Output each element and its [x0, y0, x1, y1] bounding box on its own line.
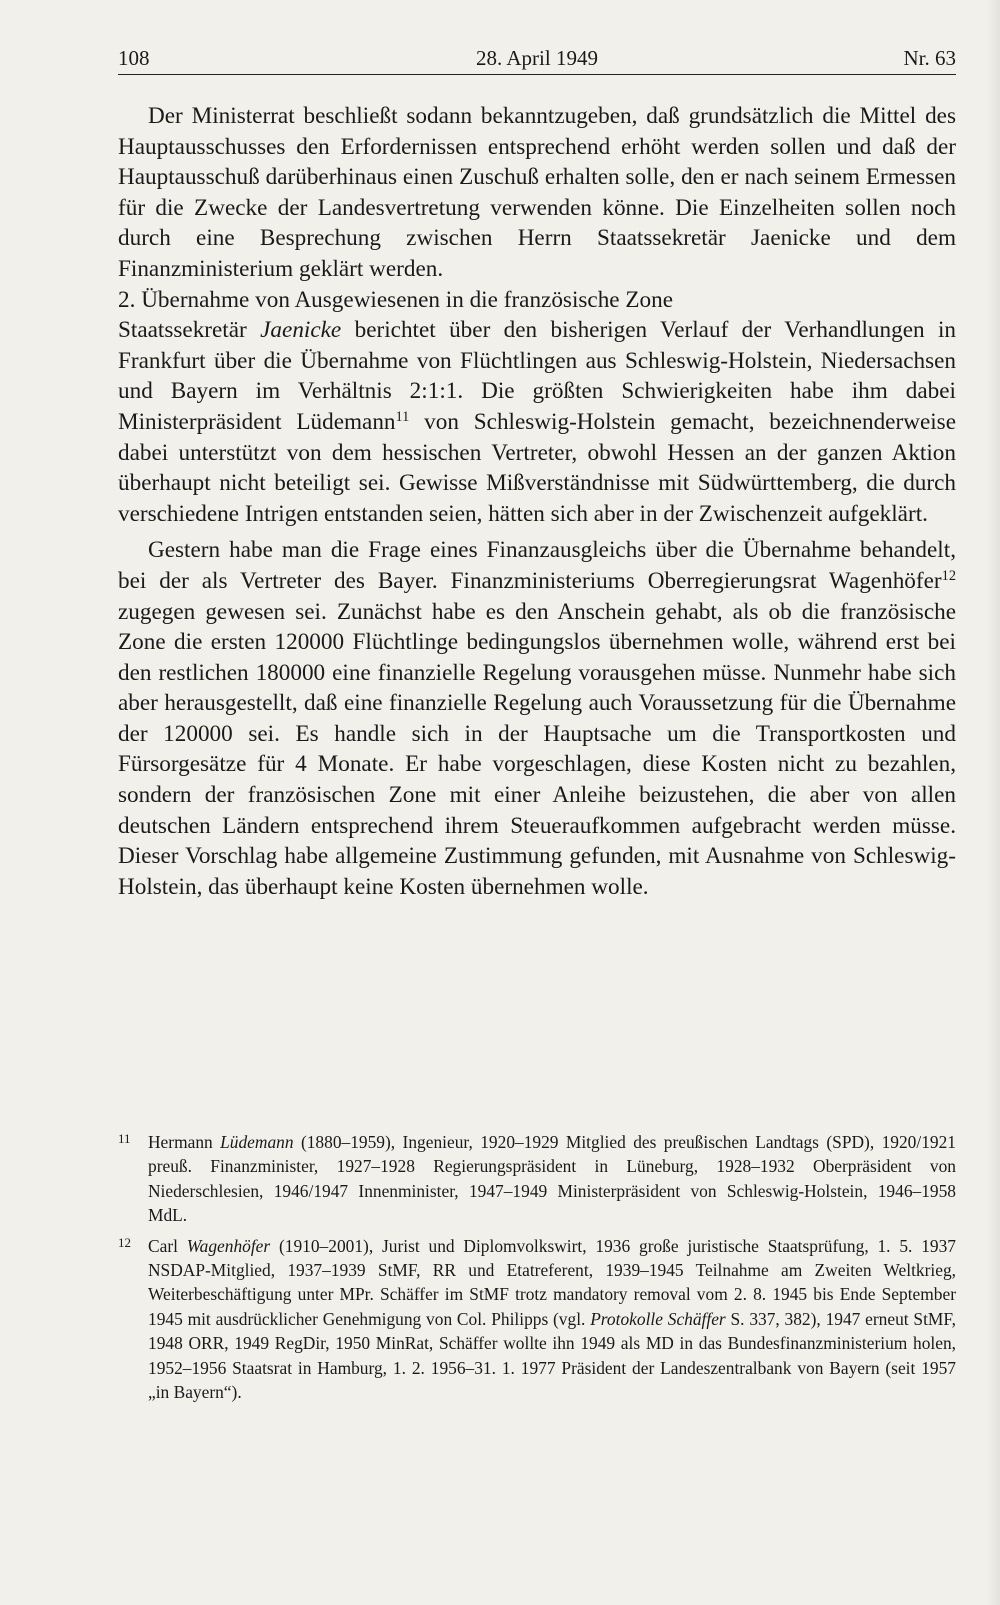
footnote-12-text-b: S. 337, 382), 1947 erneut StMF, 1948 ORR, 1949 RegDir, 1950 MinRat, Schäffer wollte ihn 1949 als MD in das Bundesfinanzministerium holen, 1952–1956 Staatsrat in Hamburg, 1. 2. 1956–31. 1. 1977 Präsident der Landeszentralbank von Bayern (seit 1957 „in Bayern“).	[148, 1308, 956, 1403]
footnote-11-name: Lüdemann	[220, 1132, 294, 1152]
footnote-11-text: (1880–1959), Ingenieur, 1920–1929 Mitglied des preußischen Landtags (SPD), 1920/1921 preuß. Finanzminister, 1927–1928 Regierungspräsident in Lüneburg, 1928–1932 Oberpräsident von Niederschlesien, 1946/1947 Innenminister, 1947–1949 Ministerpräsident von Schleswig-Holstein, 1946–1958 MdL.	[148, 1132, 956, 1226]
section-heading-2: 2. Übernahme von Ausgewiesenen in die französische Zone	[118, 286, 674, 313]
paragraph-3-text-a: Gestern habe man die Frage eines Finanzausgleichs über die Übernahme behandelt, bei der als Vertreter des Bayer. Finanzministeriums Oberregierungsrat Wagenhöfer	[118, 537, 956, 594]
footnotes	[118, 1130, 956, 1410]
footnote-ref-11: 11	[395, 409, 410, 426]
document-number: Nr. 63	[903, 46, 956, 70]
paragraph-1	[118, 101, 956, 285]
footnote-11-pre: Hermann	[148, 1132, 221, 1152]
footnote-12-text-a: (1910–2001), Jurist und Diplomvolkswirt, 1936 große juristische Staatsprüfung, 1. 5. 1937 NSDAP-Mitglied, 1937–1939 StMF, RR und Etatreferent, 1939–1945 Teilnahme am Zweiten Weltkrieg, Weiterbeschäftigung unter MPr. Schäffer im StMF trotz mandatory removal vom 2. 8. 1945 bis Ende September 1945 mit ausdrücklicher Genehmigung von Col. Philipps (vgl.	[148, 1235, 956, 1329]
page-number: 108	[118, 46, 150, 70]
header-date: 28. April 1949	[476, 46, 598, 70]
paragraph-1-text: Der Ministerrat beschließt sodann bekanntzugeben, daß grundsätzlich die Mittel des Hauptausschusses den Erfordernissen entsprechend erhöht werden sollen und daß der Hauptausschuß darüberhinaus einen Zuschuß erhalten solle, den er nach seinem Ermessen für die Zwecke der Landesvertretung verwenden könne. Die Einzelheiten sollen noch durch eine Besprechung zwischen Herrn Staatssekretär Jaenicke und dem Finanzministerium geklärt werden.	[118, 103, 956, 282]
paragraph-2-pre: Staatssekretär	[118, 317, 261, 344]
footnote-number: 12	[118, 1234, 131, 1250]
footnote-ref-12: 12	[941, 568, 956, 584]
paragraph-2-text-b: von Schleswig-Holstein gemacht, bezeichnenderweise dabei unterstützt von dem hessischen Vertreter, obwohl Hessen an der ganzen Aktion überhaupt nicht beteiligt sei. Gewisse Mißverständnisse mit Südwürttemberg, die durch verschiedene Intrigen entstanden seien, hätten sich aber in der Zwischenzeit aufgeklärt.	[118, 408, 956, 527]
footnote-number: 11	[118, 1131, 131, 1146]
paragraph-3-text-b: zugegen gewesen sei. Zunächst habe es den Anschein gehabt, als ob die französische Zone die ersten 120000 Flüchtlinge bedingungslos übernehmen wolle, während erst bei den restlichen 180000 eine finanzielle Regelung vorausgehen müsse. Nunmehr habe sich aber herausgestellt, daß eine finanzielle Regelung auch Voraussetzung für die Übernahme der 120000 sei. Es handle sich in der Hauptsache um die Transportkosten und Fürsorgesätze für 4 Monate. Er habe vorgeschlagen, diese Kosten nicht zu bezahlen, sondern der französischen Zone mit einer Anleihe beizustehen, die aber von allen deutschen Ländern entsprechend ihrem Steueraufkommen aufgebracht werden müsse. Dieser Vorschlag habe allgemeine Zustimmung gefunden, mit Ausnahme von Schleswig-Holstein, das überhaupt keine Kosten übernehmen wolle.	[118, 598, 956, 900]
footnote-12-pre: Carl	[148, 1235, 187, 1256]
person-name-jaenicke: Jaenicke	[260, 317, 342, 344]
body-text	[118, 101, 956, 902]
paragraph-3	[118, 535, 956, 902]
paragraph-2-text-a: berichtet über den bisherigen Verlauf der Verhandlungen in Frankfurt über die Übernahme von Flüchtlingen aus Schleswig-Holstein, Niedersachsen und Bayern im Verhältnis 2:1:1. Die größten Schwierigkeiten habe ihm dabei Ministerpräsident Lüdemann	[118, 317, 956, 435]
footnote-12	[118, 1234, 956, 1405]
footnote-12-reference: Protokolle Schäffer	[590, 1308, 726, 1329]
running-head	[118, 42, 956, 75]
footnote-12-name: Wagenhöfer	[186, 1235, 271, 1256]
paragraph-2	[118, 315, 956, 529]
footnote-11	[118, 1130, 956, 1228]
